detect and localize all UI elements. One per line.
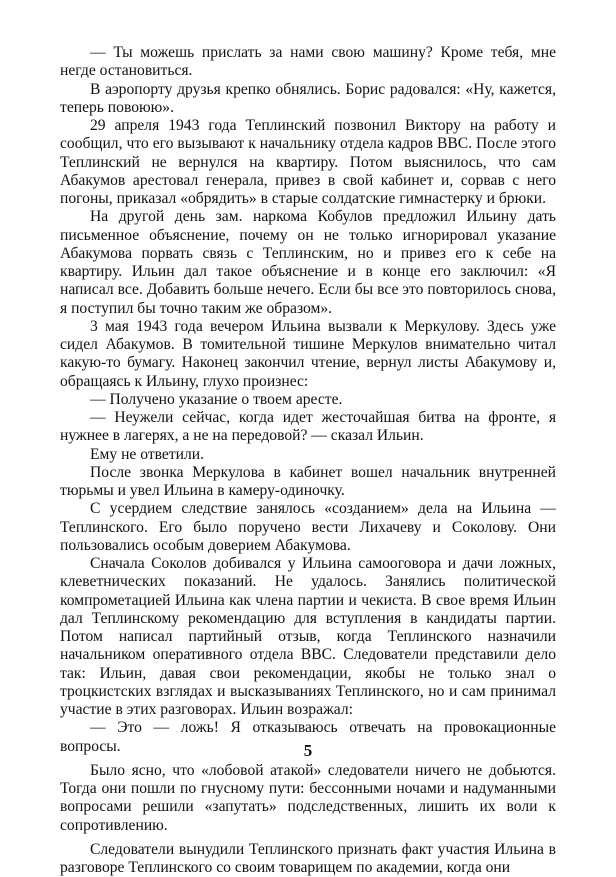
paragraph-11: Сначала Соколов добивался у Ильина самооговора и дачи ложных, клеветнических показаний. Не удалось. Занялись политической компрометацией Ильина как члена партии и чекиста. В свое время Ильин дал Теплинскому рекомендацию для вступления в кандидаты партии. Потом написал партийный отзыв, когда Теплинского назначили начальником оперативного отдела ВВС. Следователи представили дело так: Ильин, давая свои рекомендации, якобы не только знал о троцкистских взглядах и высказываниях Теплинского, но и сам принимал участие в этих разговорах. Ильин возражал:	[60, 555, 556, 718]
page-number: 5	[303, 741, 313, 760]
paragraph-5: 3 мая 1943 года вечером Ильина вызвали к Меркулову. Здесь уже сидел Абакумов. В томительной тишине Меркулов внимательно читал какую-то бумагу. Наконец закончил чтение, вернул листы Абакумову и, обращаясь к Ильину, глухо произнес:	[60, 317, 556, 390]
paragraph-12: — Это — ложь! Я отказываюсь отвечать на провокационные вопросы.	[60, 719, 556, 755]
paragraph-4: На другой день зам. наркома Кобулов предложил Ильину дать письменное объяснение, почему он не только игнорировал указание Абакумова порвать связь с Теплинским, но и привез его к себе на квартиру. Ильин дал такое объяснение и в конце его заключил: «Я написал все. Добавить больше нечего. Если бы все это повторилось снова, я поступил бы точно таким же образом».	[60, 208, 556, 317]
paragraph-6: — Получено указание о твоем аресте.	[90, 390, 343, 408]
paragraph-13: Было ясно, что «лобовой атакой» следователи ничего не добьются. Тогда они пошли по гнусному пути: бессонными ночами и надуманными вопросами решили «запутать» подследственных, лишить их воли к сопротивлению.	[60, 761, 556, 834]
paragraph-14: Следователи вынудили Теплинского признать факт участия Ильина в разговоре Теплинского со своим товарищем по академии, когда они	[60, 840, 556, 876]
paragraph-9: После звонка Меркулова в кабинет вошел начальник внутренней тюрьмы и увел Ильина в камеру-одиночку.	[60, 463, 556, 499]
paragraph-8: Ему не ответили.	[90, 445, 205, 463]
paragraph-7: — Неужели сейчас, когда идет жесточайшая битва на фронте, я нужнее в лагерях, а не на передовой? — сказал Ильин.	[60, 409, 556, 445]
paragraph-1: — Ты можешь прислать за нами свою машину? Кроме тебя, мне негде остановиться.	[60, 44, 556, 80]
paragraph-10: С усердием следствие занялось «созданием» дела на Ильина — Теплинского. Его было поручено вести Лихачеву и Соколову. Они пользовались особым доверием Абакумова.	[60, 500, 556, 554]
paragraph-2: В аэропорту друзья крепко обнялись. Борис радовался: «Ну, кажется, теперь повоюю».	[60, 80, 556, 116]
paragraph-3: 29 апреля 1943 года Теплинский позвонил Виктору на работу и сообщил, что его вызывают к начальнику отдела кадров ВВС. После этого Теплинский не вернулся на квартиру. Потом выяснилось, что сам Абакумов арестовал генерала, привез в свой кабинет и, сорвав с него погоны, приказал «обрядить» в старые солдатские гимнастерку и брюки.	[60, 117, 556, 207]
